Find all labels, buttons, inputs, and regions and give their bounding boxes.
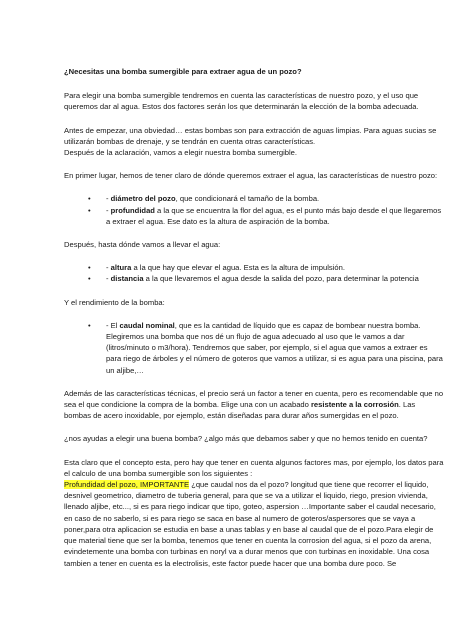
bullet-prefix: - xyxy=(106,263,111,273)
bullet-icon: • xyxy=(88,263,91,273)
answer-intro: Esta claro que el concepto esta, pero hay que tener en cuenta algunos factores mas, por ejemplo, los datos para el calculo de una bomba sumergible son los siguientes : xyxy=(64,457,444,478)
highlighted-text: Profundidad del pozo, IMPORTANTE xyxy=(64,480,190,490)
list-item xyxy=(88,205,444,227)
pozo-bullet-list xyxy=(64,193,444,227)
question-paragraph: ¿nos ayudas a elegir una buena bomba? ¿algo más que debamos saber y que no hemos tenido en cuenta? xyxy=(64,434,428,444)
primer-lugar-paragraph: En primer lugar, hemos de tener claro de dónde queremos extraer el agua, las características de nuestro pozo: xyxy=(64,171,438,181)
bullet-prefix: - xyxy=(106,194,111,204)
despues-paragraph: Después, hasta dónde vamos a llevar el agua: xyxy=(64,240,221,250)
bullet-prefix: - xyxy=(106,274,111,284)
bullet-term: caudal nominal xyxy=(119,320,175,330)
bullet-term: distancia xyxy=(110,274,144,284)
ademas-text-before: Además de las características técnicas, el precio será un factor a tener en cuenta, pero es recomendable que no sea el que condicione la compra de la bomba. Elige una con un acabado xyxy=(64,388,444,410)
list-item xyxy=(88,193,444,204)
list-item xyxy=(88,262,444,273)
page-title: ¿Necesitas una bomba sumergible para extraer agua de un pozo? xyxy=(64,67,302,76)
bullet-text: , que condicionará el tamaño de la bomba. xyxy=(175,194,320,204)
answer-paragraph xyxy=(64,457,444,569)
ademas-text-after: . Las bombas de acero inoxidable, por ejemplo, están diseñadas para durar años sumergidas en el pozo. xyxy=(64,400,416,421)
rendimiento-paragraph: Y el rendimiento de la bomba: xyxy=(64,297,165,307)
caudal-bullet-list xyxy=(64,320,444,376)
bullet-icon: • xyxy=(88,320,91,330)
bullet-term: altura xyxy=(110,263,132,273)
bullet-text: a la que se encuentra la flor del agua, es el punto más bajo desde el que llegaremos a extraer el agua. Ese dato es la altura de aspiración de la bomba. xyxy=(106,205,442,226)
ademas-paragraph xyxy=(64,388,444,422)
antes-line-2: Después de la aclaración, vamos a elegir nuestra bomba sumergible. xyxy=(64,148,297,158)
antes-line-1: Antes de empezar, una obviedad… estas bombas son para extracción de aguas limpias. Para aguas sucias se utilizarán bombas de drenaje, y se tendrán en cuenta otras características. xyxy=(64,125,437,146)
bullet-text: , que es la cantidad de líquido que es capaz de bombear nuestra bomba. Elegiremos una bomba que nos dé un flujo de agua adecuado al uso que le vamos a dar (litros/minuto o m3/hora). Tendremos que saber, por ejemplo, si el agua que vamos a extraer es para riego de árboles y el número de goteros que vamos a utilizar, si es agua para una piscina, para un aljibe,… xyxy=(106,320,443,375)
bullet-prefix: - xyxy=(106,205,111,215)
bullet-prefix: - El xyxy=(106,320,120,330)
bullet-text: a la que hay que elevar el agua. Esta es la altura de impulsión. xyxy=(131,263,345,273)
ademas-term: resistente a la corrosión xyxy=(310,400,399,410)
bullet-term: diámetro del pozo xyxy=(110,194,176,204)
antes-paragraph xyxy=(64,125,444,159)
bullet-icon: • xyxy=(88,205,91,215)
bullet-text: a la que llevaremos el agua desde la salida del pozo, para determinar la potencia xyxy=(143,274,419,284)
bullet-term: profundidad xyxy=(110,205,155,215)
bullet-icon: • xyxy=(88,194,91,204)
intro-paragraph: Para elegir una bomba sumergible tendremos en cuenta las características de nuestro pozo, y el uso que queremos dar al agua. Estos dos factores serán los que determinarán la elección de la bomba adecuada. xyxy=(64,91,419,112)
list-item xyxy=(88,273,444,284)
answer-body: ¿que caudal nos da el pozo? longitud que tiene que recorrer el liquido, desnivel geometrico, diametro de tuberia general, para que se va a utilizar el liquido, riego, presion vivienda, llenado aljibe, etc..., si es para riego indicar que tipo, goteo, aspersion …Importante saber el caudal necesario, en caso de no saberlo, si es para riego se saca en base al numero de goteros/aspersores que se vaya a poner,para otra aplicacion se estudia en base a unas tablas y en base al caudal que de el pozo.Para elegir de que material tiene que ser la bomba, tenemos que tener en cuenta la corrosion del agua, si el pozo da arena, evindetemente una bomba con turbinas en noryl va a durar menos que con turbinas en inoxidable. Una cosa tambien a tener en cuenta es la electrolisis, este factor puede hacer que una bomba dure poco. Se xyxy=(64,480,436,568)
bullet-icon: • xyxy=(88,274,91,284)
altura-bullet-list xyxy=(64,262,444,284)
list-item xyxy=(88,320,444,376)
